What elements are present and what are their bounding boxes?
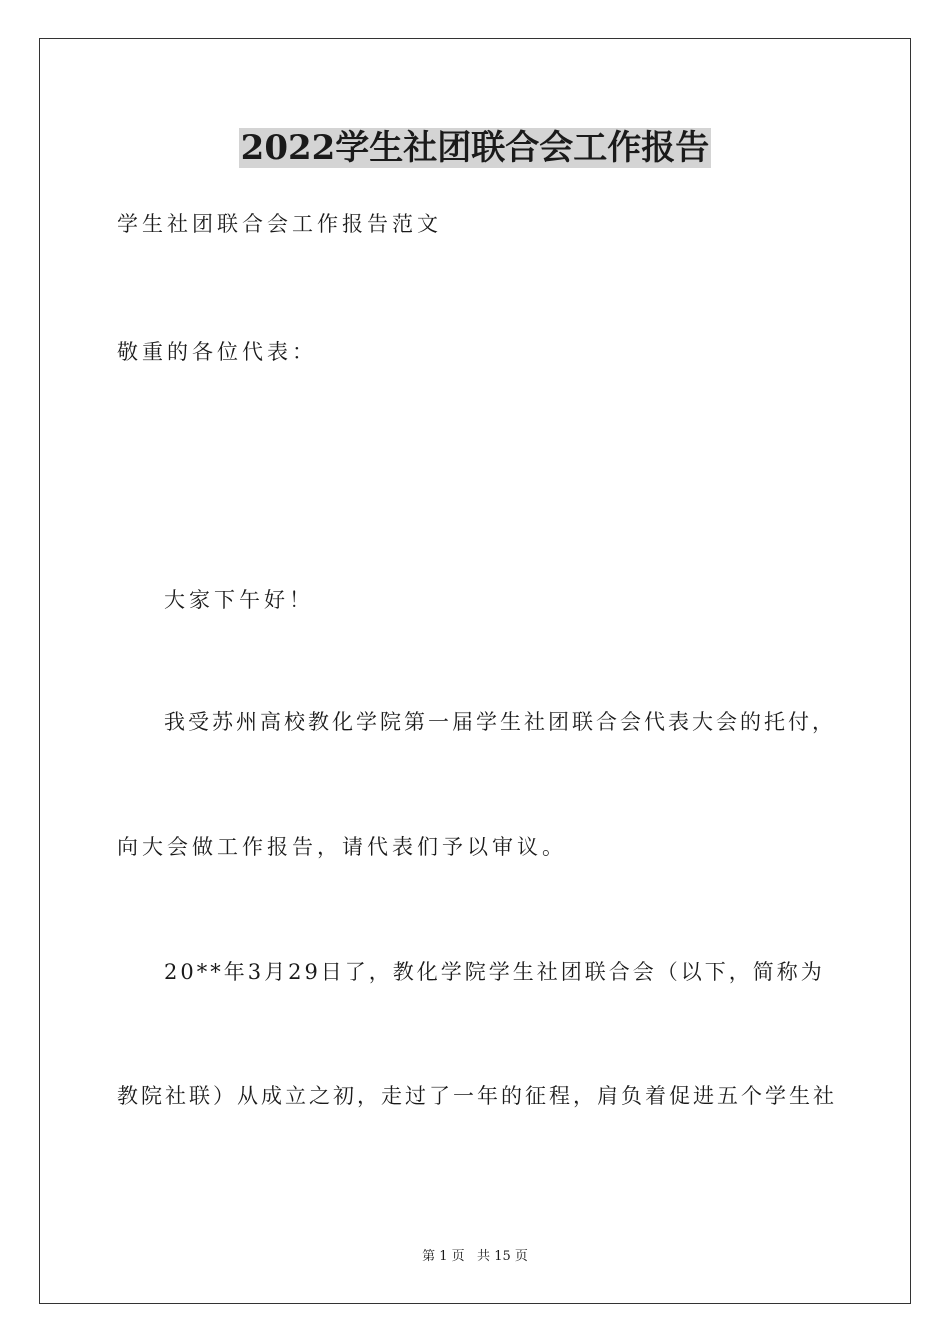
salutation-line: 敬重的各位代表： — [117, 340, 317, 364]
document-title — [0, 126, 950, 170]
greeting-line: 大家下午好！ — [164, 588, 314, 612]
paragraph-line: 向大会做工作报告，请代表们予以审议。 — [117, 835, 567, 859]
paragraph-line: 20**年3月29日了，教化学院学生社团联合会（以下，简称为 — [164, 960, 825, 984]
document-title-text: 2022学生社团联合会工作报告 — [240, 128, 710, 168]
paragraph-line: 教院社联）从成立之初，走过了一年的征程，肩负着促进五个学生社 — [117, 1084, 837, 1108]
subtitle-line: 学生社团联合会工作报告范文 — [117, 212, 442, 236]
page-number-footer: 第 1 页 共 15 页 — [422, 1249, 528, 1264]
paragraph-line: 我受苏州高校教化学院第一届学生社团联合会代表大会的托付， — [164, 710, 836, 734]
